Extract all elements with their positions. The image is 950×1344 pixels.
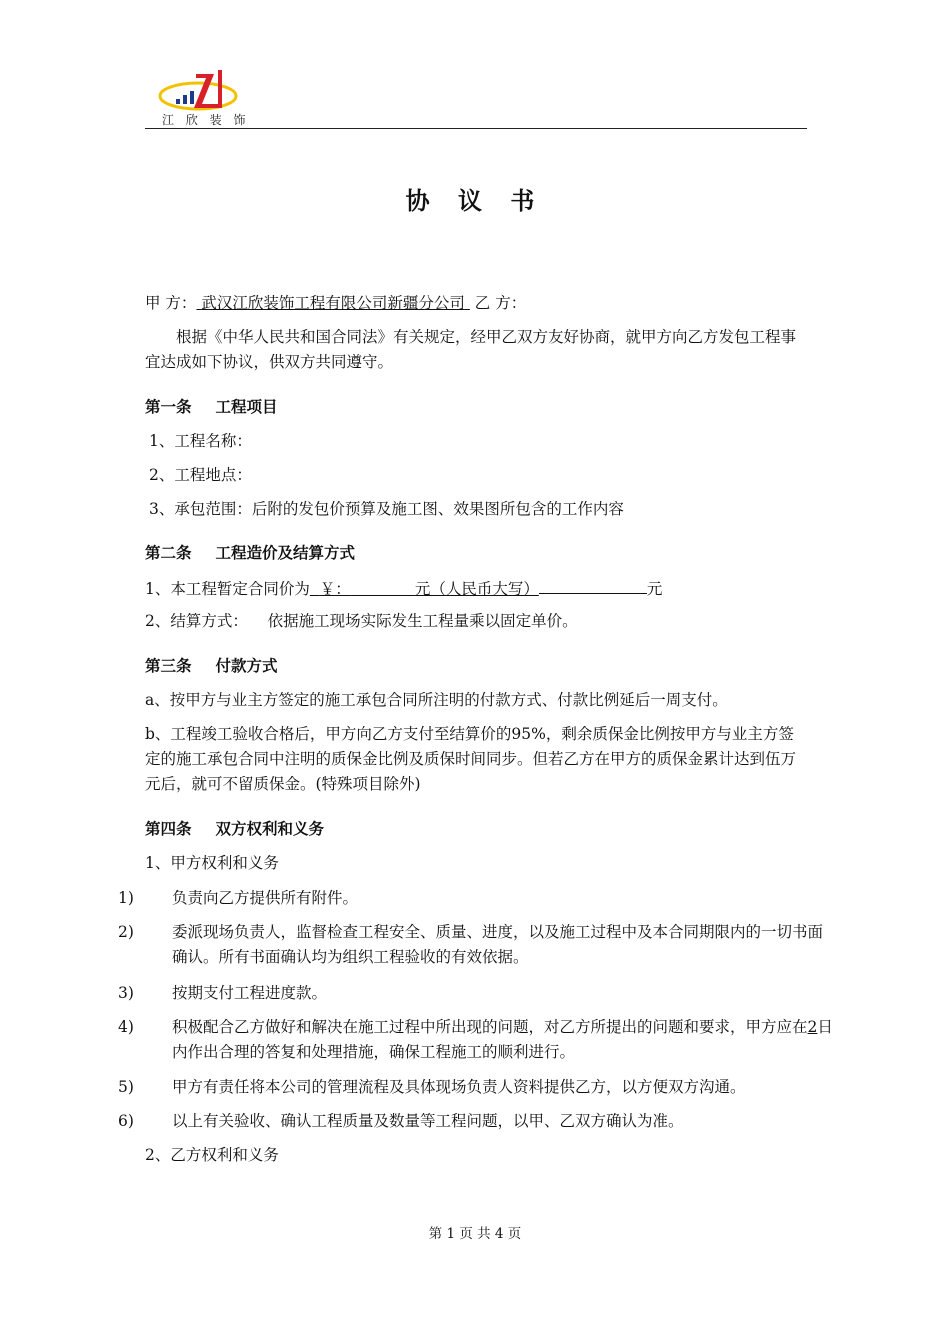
article-1-heading: 第一条 工程项目	[145, 398, 278, 416]
article-2-heading: 第二条 工程造价及结算方式	[145, 544, 356, 562]
list-item: 5) 甲方有责任将本公司的管理流程及具体现场负责人资料提供乙方，以方便双方沟通。	[118, 1078, 746, 1096]
article-4-heading: 第四条 双方权利和义务	[145, 820, 325, 838]
party-a-duties-heading: 1、甲方权利和义务	[145, 854, 279, 872]
party-b-duties-heading: 2、乙方权利和义务	[145, 1146, 279, 1164]
intro-paragraph: 根据《中华人民共和国合同法》有关规定，经甲乙双方友好协商，就甲方向乙方发包工程事宜达成如下协议，供双方共同遵守。	[145, 328, 797, 371]
list-item: 1) 负责向乙方提供所有附件。	[118, 889, 359, 907]
article-1-item: 2、工程地点：	[149, 466, 252, 484]
payment-clause-b: b、工程竣工验收合格后，甲方向乙方支付至结算价的95%，剩余质保金比例按甲方与业主方签定的施工承包合同中注明的质保金比例及质保时间同步。但若乙方在甲方的质保金累计达到伍万元后，就可不留质保金。(特殊项目除外)	[145, 725, 797, 793]
article-1-item: 1、工程名称：	[149, 432, 252, 450]
list-item: 6) 以上有关验收、确认工程质量及数量等工程问题，以甲、乙双方确认为准。	[118, 1112, 684, 1130]
contract-price-line: 1、本工程暂定合同价为 ￥： 元（人民币大写） 元	[145, 575, 807, 602]
price-blank	[539, 575, 647, 594]
list-item: 3) 按期支付工程进度款。	[118, 984, 328, 1002]
list-item: 4) 积极配合乙方做好和解决在施工过程中所出现的问题，对乙方所提出的问题和要求，甲方应在2日内作出合理的答复和处理措施，确保工程施工的顺利进行。	[118, 1018, 833, 1061]
header-divider	[145, 128, 807, 129]
settlement-line: 2、结算方式： 依据施工现场实际发生工程量乘以固定单价。	[145, 612, 578, 630]
list-item: 2) 委派现场负责人，监督检查工程安全、质量、进度，以及施工过程中及本合同期限内的一切书面确认。所有书面确认均为组织工程验收的有效依据。	[118, 923, 824, 966]
response-days: 2	[807, 1018, 818, 1036]
party-a-label: 甲 方：	[145, 294, 197, 312]
page-number: 第 1 页 共 4 页	[428, 1226, 522, 1242]
price-currency: ￥：	[319, 580, 351, 598]
party-a-name: 武汉江欣装饰工程有限公司新疆分公司	[201, 294, 465, 312]
article-3-heading: 第三条 付款方式	[145, 657, 278, 675]
parties-line	[145, 291, 807, 316]
document-title: 协 议 书	[405, 186, 545, 215]
logo-text: 江 欣 装 饰	[162, 113, 250, 127]
article-1-item: 3、承包范围：后附的发包价预算及施工图、效果图所包含的工作内容	[149, 500, 624, 518]
payment-clause-a: a、按甲方与业主方签定的施工承包合同所注明的付款方式、付款比例延后一周支付。	[145, 691, 728, 709]
party-b-label: 乙 方：	[474, 294, 527, 312]
